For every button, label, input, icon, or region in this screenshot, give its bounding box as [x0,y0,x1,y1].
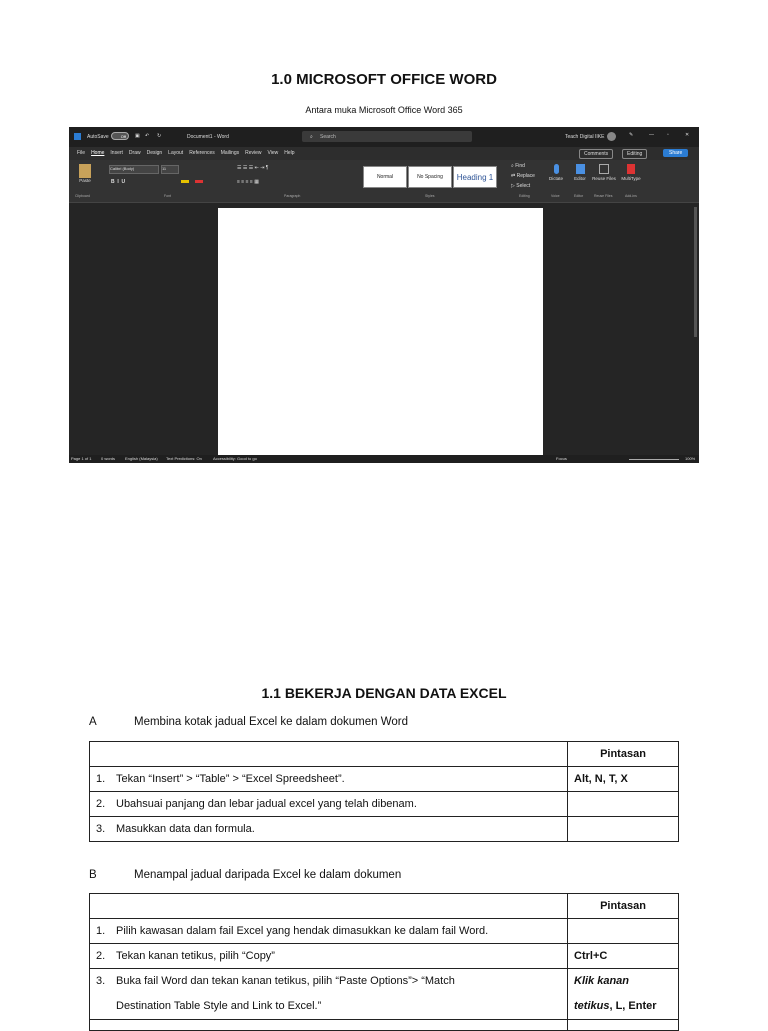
style-heading-1-label: Heading 1 [456,172,494,182]
table-b [89,893,679,1031]
table-cell [90,919,568,944]
style-normal-label: Normal [376,174,394,180]
style-no-spacing-label: No Spacing [417,174,443,180]
maximize-icon[interactable]: ▫ [667,132,669,138]
row-number: 2. [96,950,106,962]
row-number: 3. [96,975,106,987]
search-box[interactable] [302,131,472,142]
row-text: Pilih kawasan dalam fail Excel yang hendak dimasukkan ke dalam fail Word. [116,925,489,937]
row-text: Tekan “Insert” > “Table” > “Excel Spreedsheet”. [116,773,345,785]
row-shortcut-keys: , L, Enter [609,1000,657,1012]
comments-button[interactable] [579,149,613,159]
avatar[interactable] [607,132,616,141]
group-label-editor: Editor [574,194,584,198]
figure-caption: Antara muka Microsoft Office Word 365 [305,105,463,115]
minimize-icon[interactable]: — [649,132,654,138]
editing-label: Editing [627,151,643,157]
table-row [90,742,679,767]
microphone-icon [554,164,559,174]
table-row [90,969,679,1020]
table-a [89,741,679,842]
menu-item-home[interactable]: Home [91,150,105,156]
font-name-select[interactable] [109,165,159,174]
word-logo-icon [74,133,81,140]
menu-item-help[interactable]: Help [284,150,295,156]
font-size-value: 11 [162,166,167,171]
style-heading-1[interactable] [453,166,497,188]
table-row [90,767,679,792]
row-shortcut [568,919,679,944]
multitype-label: MultiType [621,176,641,181]
table-cell [90,742,568,767]
menu-item-design[interactable]: Design [146,150,163,156]
style-no-spacing[interactable] [408,166,452,188]
table-row [90,1020,679,1031]
reuse-files-icon [599,164,609,174]
redo-icon[interactable]: ↻ [157,133,162,139]
multitype-icon [627,164,635,174]
status-accessibility: Accessibility: Good to go [213,456,257,461]
group-label-reuse: Reuse Files [594,194,613,198]
document-title: Document1 - Word [187,134,229,140]
autosave-label: AutoSave [87,134,109,140]
table-row [90,944,679,969]
replace-label: Replace [516,173,535,179]
status-page: Page 1 of 1 [71,456,92,461]
select-label: Select [516,183,531,189]
table-cell [90,944,568,969]
undo-icon[interactable]: ↶ [145,133,150,139]
group-label-editing: Editing [519,194,530,198]
menu-item-view[interactable]: View [267,150,279,156]
reuse-files-label: Reuse Files [592,176,616,181]
row-shortcut: Ctrl+C [568,944,679,969]
paste-label: Paste [79,178,91,183]
row-text: Tekan kanan tetikus, pilih “Copy” [116,950,275,962]
user-name: Teach Digital IIKE [565,134,605,140]
row-shortcut-part: tetikus [574,1000,610,1012]
table-cell [90,767,568,792]
search-icon: ⌕ [310,134,313,140]
group-label-paragraph: Paragraph [284,194,301,198]
table-row [90,894,679,919]
row-shortcut-cell [568,969,679,1020]
clipboard-icon [79,164,91,178]
table-row [90,919,679,944]
row-text: Masukkan data dan formula. [116,823,255,835]
row-text: Ubahsuai panjang dan lebar jadual excel yang telah dibenam. [116,798,417,810]
table-header-shortcut: Pintasan [568,742,679,767]
title-bar [69,127,699,147]
section-title: 1.1 BEKERJA DENGAN DATA EXCEL [261,685,507,701]
section-a-heading: Membina kotak jadual Excel ke dalam dokumen Word [134,716,409,728]
comments-label: Comments [584,151,609,157]
menu-item-insert[interactable]: Insert [110,150,123,156]
row-shortcut [568,792,679,817]
row-number: 2. [96,798,106,810]
reuse-files-button[interactable] [592,164,616,181]
row-number: 1. [96,773,106,785]
search-placeholder: Search [320,134,336,140]
row-text-continued: Destination Table Style and Link to Excel.” [116,1000,322,1012]
pen-icon[interactable]: ✎ [629,132,634,138]
menu-item-layout[interactable]: Layout [168,150,184,156]
multitype-button[interactable] [618,164,644,181]
menu-item-references[interactable]: References [189,150,215,156]
menu-item-review[interactable]: Review [245,150,262,156]
group-label-clipboard: Clipboard [75,194,90,198]
font-color-icon[interactable] [195,180,203,183]
table-cell [90,969,568,1020]
status-bar [69,455,699,463]
table-row [90,792,679,817]
group-label-styles: Styles [425,194,435,198]
find-button[interactable]: ⌕ Find [511,163,525,169]
row-shortcut [568,817,679,842]
table-cell [90,792,568,817]
dictate-label: Dictate [548,176,563,181]
save-icon[interactable]: ▣ [135,133,140,139]
find-label: Find [515,163,525,169]
row-shortcut: Alt, N, T, X [568,767,679,792]
section-a-letter: A [89,716,97,728]
autosave-toggle[interactable]: Off [111,132,129,140]
ribbon [69,160,699,203]
table-cell [90,1020,568,1031]
group-label-font: Font [164,194,172,198]
row-number: 1. [96,925,106,937]
zoom-level[interactable]: 100% [685,456,696,461]
editor-label: Editor [574,176,586,181]
list-icons[interactable]: ☰ ☰ ☰ ⇤ ⇥ ¶ [237,165,269,171]
word-window-screenshot [69,127,699,463]
page-title: 1.0 MICROSOFT OFFICE WORD [271,71,497,88]
bold-icon[interactable]: B I U [111,179,126,185]
editor-button[interactable] [570,164,590,181]
row-text: Buka fail Word dan tekan kanan tetikus, pilih “Paste Options”> “Match [116,975,455,987]
section-b-letter: B [89,869,97,881]
vertical-scrollbar[interactable] [694,207,697,337]
menu-bar [69,147,699,160]
table-cell [90,894,568,919]
status-predictions: Text Predictions: On [166,456,202,461]
focus-button[interactable]: Focus [556,456,567,461]
table-header-shortcut: Pintasan [568,894,679,919]
paste-button[interactable] [75,164,95,183]
menu-item-file[interactable]: File [77,150,86,156]
dictate-button[interactable] [545,164,567,181]
align-icons[interactable]: ≡ ≡ ≡ ≡ ▦ [237,179,259,185]
row-shortcut: Klik kanan [574,975,630,987]
editor-icon [576,164,585,174]
row-number: 3. [96,823,106,835]
group-label-addins: Add-ins [625,194,637,198]
font-size-select[interactable] [161,165,179,174]
status-language: English (Malaysia) [125,456,158,461]
close-icon[interactable]: ✕ [685,132,690,138]
table-cell [568,1020,679,1031]
group-label-voice: Voice [551,194,560,198]
table-cell [90,817,568,842]
table-row [90,817,679,842]
menu-item-mailings[interactable]: Mailings [220,150,240,156]
select-button[interactable]: ▷ Select [511,183,531,189]
style-normal[interactable] [363,166,407,188]
share-label: Share [669,150,683,156]
status-words: 0 words [101,456,116,461]
zoom-slider[interactable] [629,459,679,460]
blank-document-page[interactable] [218,208,543,456]
highlight-icon[interactable] [181,180,189,183]
replace-button[interactable]: ⇄ Replace [511,173,535,179]
editing-button[interactable] [622,149,647,159]
section-b-heading: Menampal jadual daripada Excel ke dalam dokumen [134,869,402,881]
font-name-value: Calibri (Body) [110,166,135,171]
menu-item-draw[interactable]: Draw [128,150,141,156]
share-button[interactable] [663,149,688,157]
